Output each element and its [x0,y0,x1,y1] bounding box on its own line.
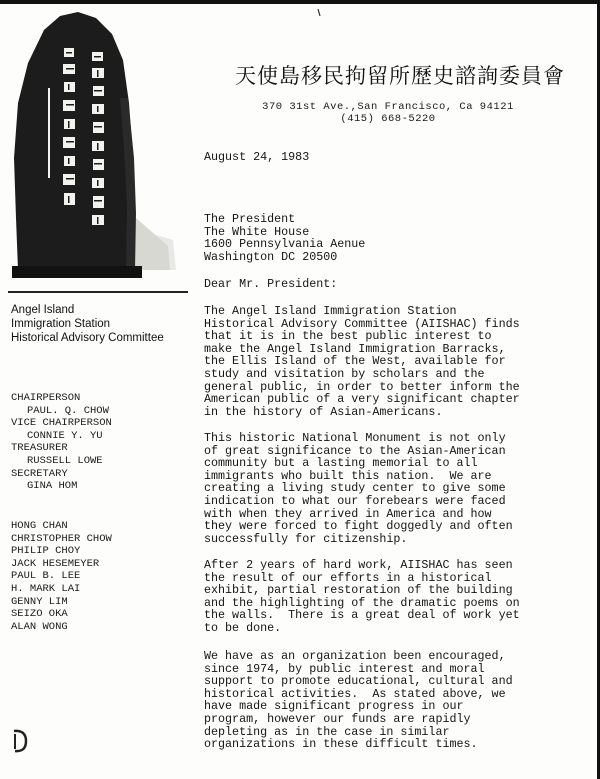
member-name: HONG CHAN [11,520,68,532]
monument-photo [8,8,180,288]
member-name: GENNY LIM [11,595,68,608]
letterhead-address [238,101,538,125]
member-name: JACK HESEMEYER [11,557,100,570]
member-name: SEIZO OKA [11,608,68,621]
ink-speck [317,9,321,17]
paragraph-2: This historic National Monument is not only of great significance to the Asian-American community but a lasting memorial to all immigrants who built this nation. We are creating a living study center to give some indication to what our forebears were faced with when they arrived in America and how they were forced to fight doggedly and often successfully for citizenship. [204,431,513,546]
letter-date: August 24, 1983 [204,150,310,164]
member-name: PAUL B. LEE [11,570,81,583]
officer-role: VICE CHAIRPERSON [11,417,112,430]
hole-punch-mark [8,728,32,754]
officer-role: TREASURER [11,442,68,455]
officer-name: RUSSELL LOWE [27,454,103,467]
paragraph-4: We have as an organization been encouraged, since 1974, by public interest and moral support to promote educational, cultural and historical activities. As stated above, we have made significant progress in our program, however our funds are rapidly depleting as in the case in similar organizations in these difficult times. [204,649,513,752]
officer-name: CONNIE Y. YU [27,429,103,442]
officer-role: SECRETARY [11,467,68,480]
org-line-3: Historical Advisory Committee [11,332,164,344]
address-phone: (415) 668-5220 [340,113,436,125]
org-divider [8,291,188,293]
stele-image [8,8,180,288]
officer-name: PAUL. Q. CHOW [27,404,109,417]
officer-role: CHAIRPERSON [11,392,81,404]
org-line-1: Angel Island [11,304,75,316]
paragraph-3: After 2 years of hard work, AIISHAC has seen the result of our efforts in a historical exhibit, partial restoration of the building and the highlighting of the dramatic poems on the walls. There is a great deal of work yet to be done. [204,558,520,635]
top-edge [0,0,600,4]
salutation: Dear Mr. President: [204,277,338,291]
organization-name [11,303,164,345]
member-name: CHRISTOPHER CHOW [11,532,112,545]
org-line-2: Immigration Station [11,318,111,330]
officers-list [11,392,112,493]
letterhead-chinese-title: 天使島移民拘留所歷史諮詢委員會 [235,64,565,88]
officer-name: GINA HOM [27,480,78,493]
paragraph-1: The Angel Island Immigration Station Historical Advisory Committee (AIISHAC) finds that it is in the best public interest to make the Angel Island Immigration Barracks, the Ellis Island of the West, available for study and visitation by scholars and the general public, in order to better inform the American public of a very significant chapter in the history of Asian-Americans. [204,304,520,419]
member-name: H. MARK LAI [11,582,81,595]
members-list [11,520,112,633]
member-name: PHILIP CHOY [11,545,81,558]
member-name: ALAN WONG [11,620,68,633]
recipient-address: The President The White House 1600 Pennsylvania Aenue Washington DC 20500 [204,212,366,264]
address-street: 370 31st Ave.,San Francisco, Ca 94121 [262,101,514,113]
